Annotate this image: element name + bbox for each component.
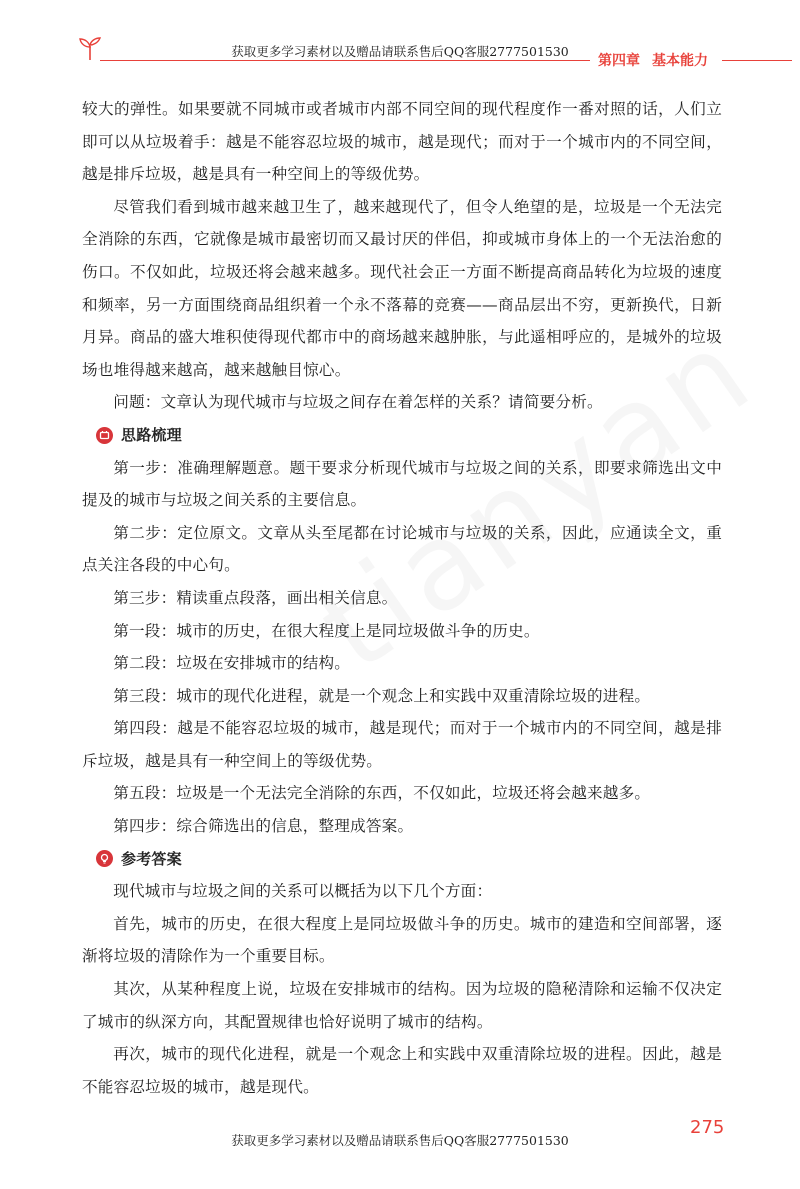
analysis-step: 第三步：精读重点段落，画出相关信息。 <box>113 588 398 607</box>
analysis-step: 第四步：综合筛选出的信息，整理成答案。 <box>113 817 414 836</box>
body-paragraph: 较大的弹性。如果要就不同城市或者城市内部不同空间的现代程度作一番对照的话，人们立即可以从垃圾着手：越是不能容忍垃圾的城市，越是现代；而对于一个城市内的不同空间，越是排斥垃圾，越是具有一种空间上的等级优势。 <box>82 100 722 184</box>
analysis-step: 第三段：城市的现代化进程，就是一个观念上和实践中双重清除垃圾的进程。 <box>113 686 651 705</box>
header-rule-left <box>100 60 590 61</box>
analysis-step: 第一步：准确理解题意。题干要求分析现代城市与垃圾之间的关系，即要求筛选出文中提及的城市与垃圾之间关系的主要信息。 <box>82 458 722 510</box>
section-heading-answer <box>82 843 722 876</box>
analysis-step: 第五段：垃圾是一个无法完全消除的东西，不仅如此，垃圾还将会越来越多。 <box>113 784 651 803</box>
lightbulb-icon <box>96 850 113 867</box>
analysis-step: 第一段：城市的历史，在很大程度上是同垃圾做斗争的历史。 <box>113 621 540 640</box>
page-header <box>0 0 800 80</box>
answer-paragraph: 现代城市与垃圾之间的关系可以概括为以下几个方面： <box>113 882 493 901</box>
header-rule-right <box>722 60 792 61</box>
page-number: 275 <box>690 1117 725 1138</box>
chapter-heading <box>598 50 708 70</box>
analysis-step: 第二段：垃圾在安排城市的结构。 <box>113 654 351 673</box>
promo-text-bottom: 获取更多学习素材以及赠品请联系售后QQ客服2777501530 <box>231 1133 569 1148</box>
chapter-title: 基本能力 <box>652 53 708 69</box>
answer-paragraph: 首先，城市的历史，在很大程度上是同垃圾做斗争的历史。城市的建造和空间部署，逐渐将垃圾的清除作为一个重要目标。 <box>82 914 722 966</box>
answer-paragraph: 其次，从某种程度上说，垃圾在安排城市的结构。因为垃圾的隐秘清除和运输不仅决定了城市的纵深方向，其配置规律也恰好说明了城市的结构。 <box>82 980 722 1031</box>
analysis-step: 第四段：越是不能容忍垃圾的城市，越是现代；而对于一个城市内的不同空间，越是排斥垃圾，越是具有一种空间上的等级优势。 <box>82 719 722 770</box>
body-paragraph: 尽管我们看到城市越来越卫生了，越来越现代了，但令人绝望的是，垃圾是一个无法完全消除的东西，它就像是城市最密切而又最讨厌的伴侣，抑或城市身体上的一个无法治愈的伤口。不仅如此，垃圾还将会越来越多。现代社会正一方面不断提高商品转化为垃圾的速度和频率，另一方面围绕商品组织着一个永不落幕的竞赛——商品层出不穷，更新换代，日新月异。商品的盛大堆积使得现代都市中的商场越来越肿胀，与此遥相呼应的，是城外的垃圾场也堆得越来越高，越来越触目惊心。 <box>82 197 722 379</box>
section-title: 思路梳理 <box>121 425 182 444</box>
question-paragraph: 问题：文章认为现代城市与垃圾之间存在着怎样的关系？请简要分析。 <box>113 393 603 412</box>
section-title: 参考答案 <box>121 849 182 868</box>
page-body <box>82 93 722 1103</box>
promo-text-top: 获取更多学习素材以及赠品请联系售后QQ客服2777501530 <box>231 44 569 59</box>
section-heading-analysis <box>82 419 722 452</box>
analysis-step: 第二步：定位原文。文章从头至尾都在讨论城市与垃圾的关系，因此，应通读全文，重点关注各段的中心句。 <box>82 523 722 575</box>
answer-paragraph: 再次，城市的现代化进程，就是一个观念上和实践中双重清除垃圾的进程。因此，越是不能容忍垃圾的城市，越是现代。 <box>82 1045 722 1096</box>
chapter-number: 第四章 <box>598 53 640 69</box>
compass-icon <box>96 427 113 444</box>
